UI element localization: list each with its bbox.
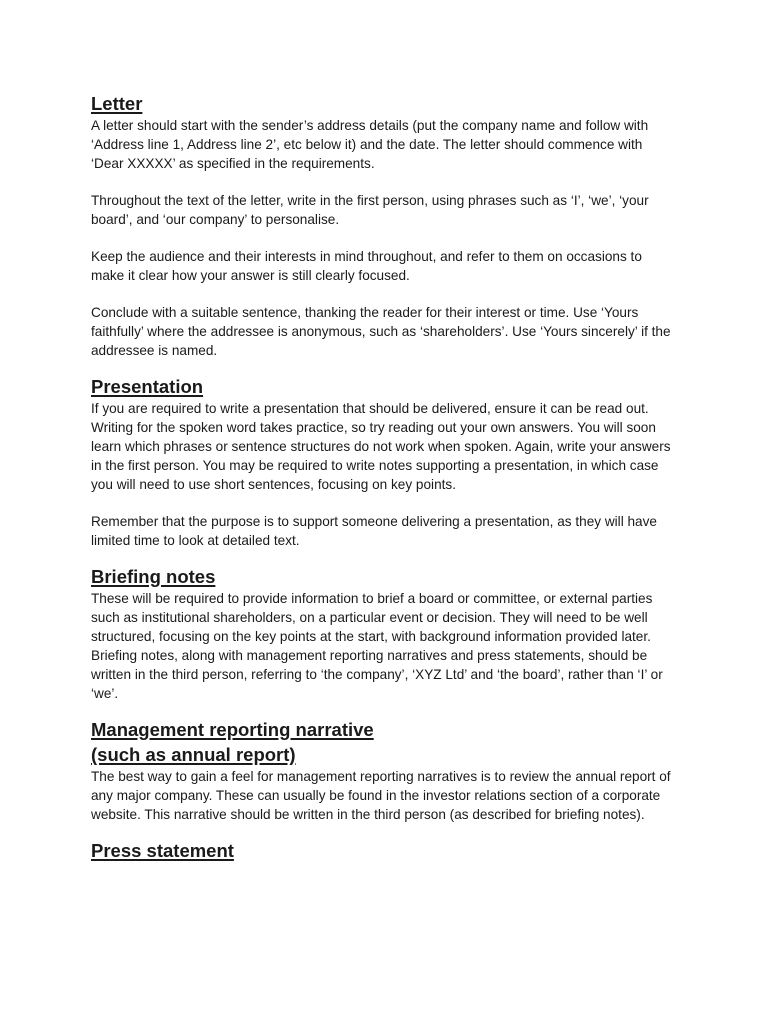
presentation-paragraph-1: If you are required to write a presentation that should be delivered, ensure it can be read out. Writing for the spoken word takes practice, so try reading out your own answers. You will soon learn which phrases or sentence structures do not work when spoken. Again, write your answers in the first person. You may be required to write notes supporting a presentation, in which case you will need to use short sentences, focusing on key points. [91,401,671,492]
presentation-paragraph-2: Remember that the purpose is to support someone delivering a presentation, as they will have limited time to look at detailed text. [91,514,657,548]
heading-presentation: Presentation [91,376,204,397]
letter-paragraph-2: Throughout the text of the letter, write in the first person, using phrases such as ‘I’, ‘we’, ‘your board’, and ‘our company’ to personalise. [91,193,649,227]
heading-line-2: (such as annual report) [91,744,296,765]
letter-paragraph-4: Conclude with a suitable sentence, thanking the reader for their interest or time. Use ‘Yours faithfully’ where the addressee is anonymous, such as ‘shareholders’. Use ‘Yours sincerely’ if the addressee is named. [91,305,671,358]
heading-letter: Letter [91,93,143,114]
letter-paragraph-1: A letter should start with the sender’s address details (put the company name and follow with ‘Address line 1, Address line 2’, etc below it) and the date. The letter should commence with ‘Dear XXXXX’ as specified in the requirements. [91,118,649,171]
briefing-notes-paragraph-1: These will be required to provide information to brief a board or committee, or external parties such as institutional shareholders, on a particular event or decision. They will need to be well structured, focusing on the key points at the start, with background information provided later. Briefing notes, along with management reporting narratives and press statements, should be written in the third person, referring to ‘the company’, ‘XYZ Ltd’ and ‘the board’, rather than ‘I’ or ‘we’. [91,591,663,701]
heading-briefing-notes: Briefing notes [91,566,216,587]
heading-press-statement: Press statement [91,840,234,861]
heading-management-reporting-narrative [91,717,672,767]
heading-line-1: Management reporting narrative [91,719,374,740]
management-reporting-paragraph-1: The best way to gain a feel for management reporting narratives is to review the annual report of any major company. These can usually be found in the investor relations section of a corporate website. This narrative should be written in the third person (as described for briefing notes). [91,769,671,822]
letter-paragraph-3: Keep the audience and their interests in mind throughout, and refer to them on occasions to make it clear how your answer is still clearly focused. [91,249,642,283]
